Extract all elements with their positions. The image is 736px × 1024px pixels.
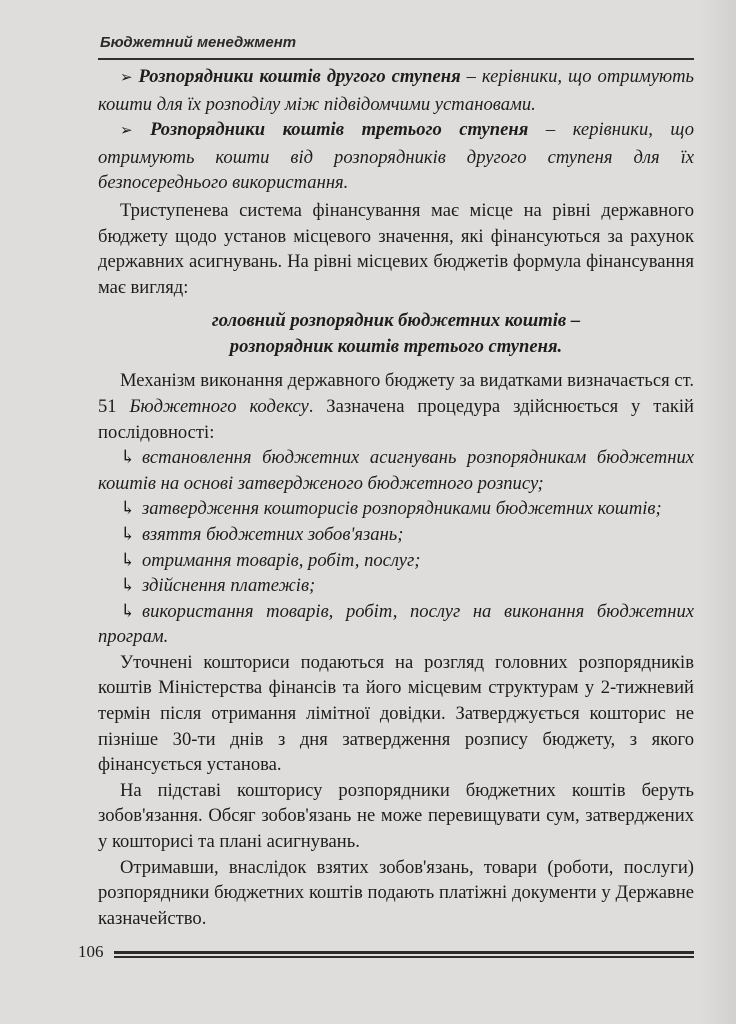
- list-item: [98, 599, 694, 650]
- list-item: [98, 522, 694, 548]
- definition-term: Розпорядники коштів другого ступеня: [138, 66, 461, 87]
- footer-double-rule: [114, 951, 694, 959]
- hook-arrow-bullet-icon: ↳: [120, 549, 136, 571]
- definition-text: – керівники, що отримують кошти від розпорядників другого ступеня для їх безпосереднього використання.: [98, 119, 694, 194]
- page-body: [98, 64, 694, 931]
- mechanism-text-before: Механізм виконання державного бюджету за видатками визначається ст. 51: [98, 370, 694, 417]
- definition-third-level: [98, 117, 694, 196]
- mechanism-text-after: . Зазначена процедура здійснюється у такій послідовності:: [98, 395, 694, 443]
- list-item: [98, 573, 694, 599]
- step-text: отримання товарів, робіт, послуг;: [142, 549, 421, 571]
- hook-arrow-bullet-icon: ↳: [120, 600, 136, 622]
- financing-formula: [98, 308, 694, 360]
- definition-term: Розпорядники коштів третього ступеня: [150, 119, 529, 141]
- hook-arrow-bullet-icon: ↳: [120, 498, 136, 520]
- definition-text: – керівники, що отримують кошти для їх розподілу між підвідомчими установами.: [98, 66, 694, 115]
- page-number: 106: [78, 942, 104, 961]
- paragraph-mechanism: [98, 368, 694, 445]
- hook-arrow-bullet-icon: ↳: [120, 447, 136, 469]
- step-text: затвердження кошторисів розпорядниками бюджетних коштів;: [142, 498, 662, 520]
- list-item: [98, 548, 694, 574]
- step-text: встановлення бюджетних асигнувань розпорядникам бюджетних коштів на основі затвердженого бюджетного розпису;: [98, 447, 694, 494]
- hook-arrow-bullet-icon: ↳: [120, 575, 136, 597]
- arrow-bullet-icon: ➢: [120, 123, 133, 140]
- definition-second-level: [98, 64, 694, 117]
- step-text: здійснення платежів;: [142, 575, 316, 597]
- formula-line-1: головний розпорядник бюджетних коштів –: [211, 310, 581, 332]
- step-text: взяття бюджетних зобов'язань;: [142, 523, 404, 545]
- list-item: [98, 496, 694, 522]
- running-title: Бюджетний менеджмент: [100, 34, 297, 51]
- procedure-step-list: [98, 445, 694, 650]
- header-rule: [98, 58, 694, 60]
- paragraph-three-level-system: Триступенева система фінансування має місце на рівні державного бюджету щодо установ місцевого значення, які фінансуються за рахунок державних асигнувань. На рівні місцевих бюджетів формула фінансування має вигляд:: [98, 199, 694, 298]
- arrow-bullet-icon: ➢: [120, 70, 133, 86]
- step-text: використання товарів, робіт, послуг на виконання бюджетних програм.: [98, 600, 694, 648]
- hook-arrow-bullet-icon: ↳: [120, 523, 136, 545]
- budget-code-reference: Бюджетного кодексу: [129, 395, 309, 417]
- page-edge-shadow: [700, 0, 736, 1024]
- paragraph-obligations: На підставі кошторису розпорядники бюджетних коштів беруть зобов'язання. Обсяг зобов'язань не може перевищувати сум, затверджених у кошторисі та плані асигнувань.: [98, 779, 694, 853]
- list-item: [98, 445, 694, 496]
- paragraph-payments: Отримавши, внаслідок взятих зобов'язань, товари (роботи, послуги) розпорядники бюджетних коштів подають платіжні документи у Державне казначейство.: [98, 856, 694, 929]
- formula-line-2: розпорядник коштів третього ступеня.: [229, 336, 563, 358]
- paragraph-estimates: Уточнені кошториси подаються на розгляд головних розпорядників коштів Міністерства фінансів та його місцевим структурам у 2-тижневий термін після отримання лімітної довідки. Затверджується кошторис не пізніше 30-ти днів з дня затвердження розпису бюджету, з якого фінансується установа.: [98, 651, 694, 776]
